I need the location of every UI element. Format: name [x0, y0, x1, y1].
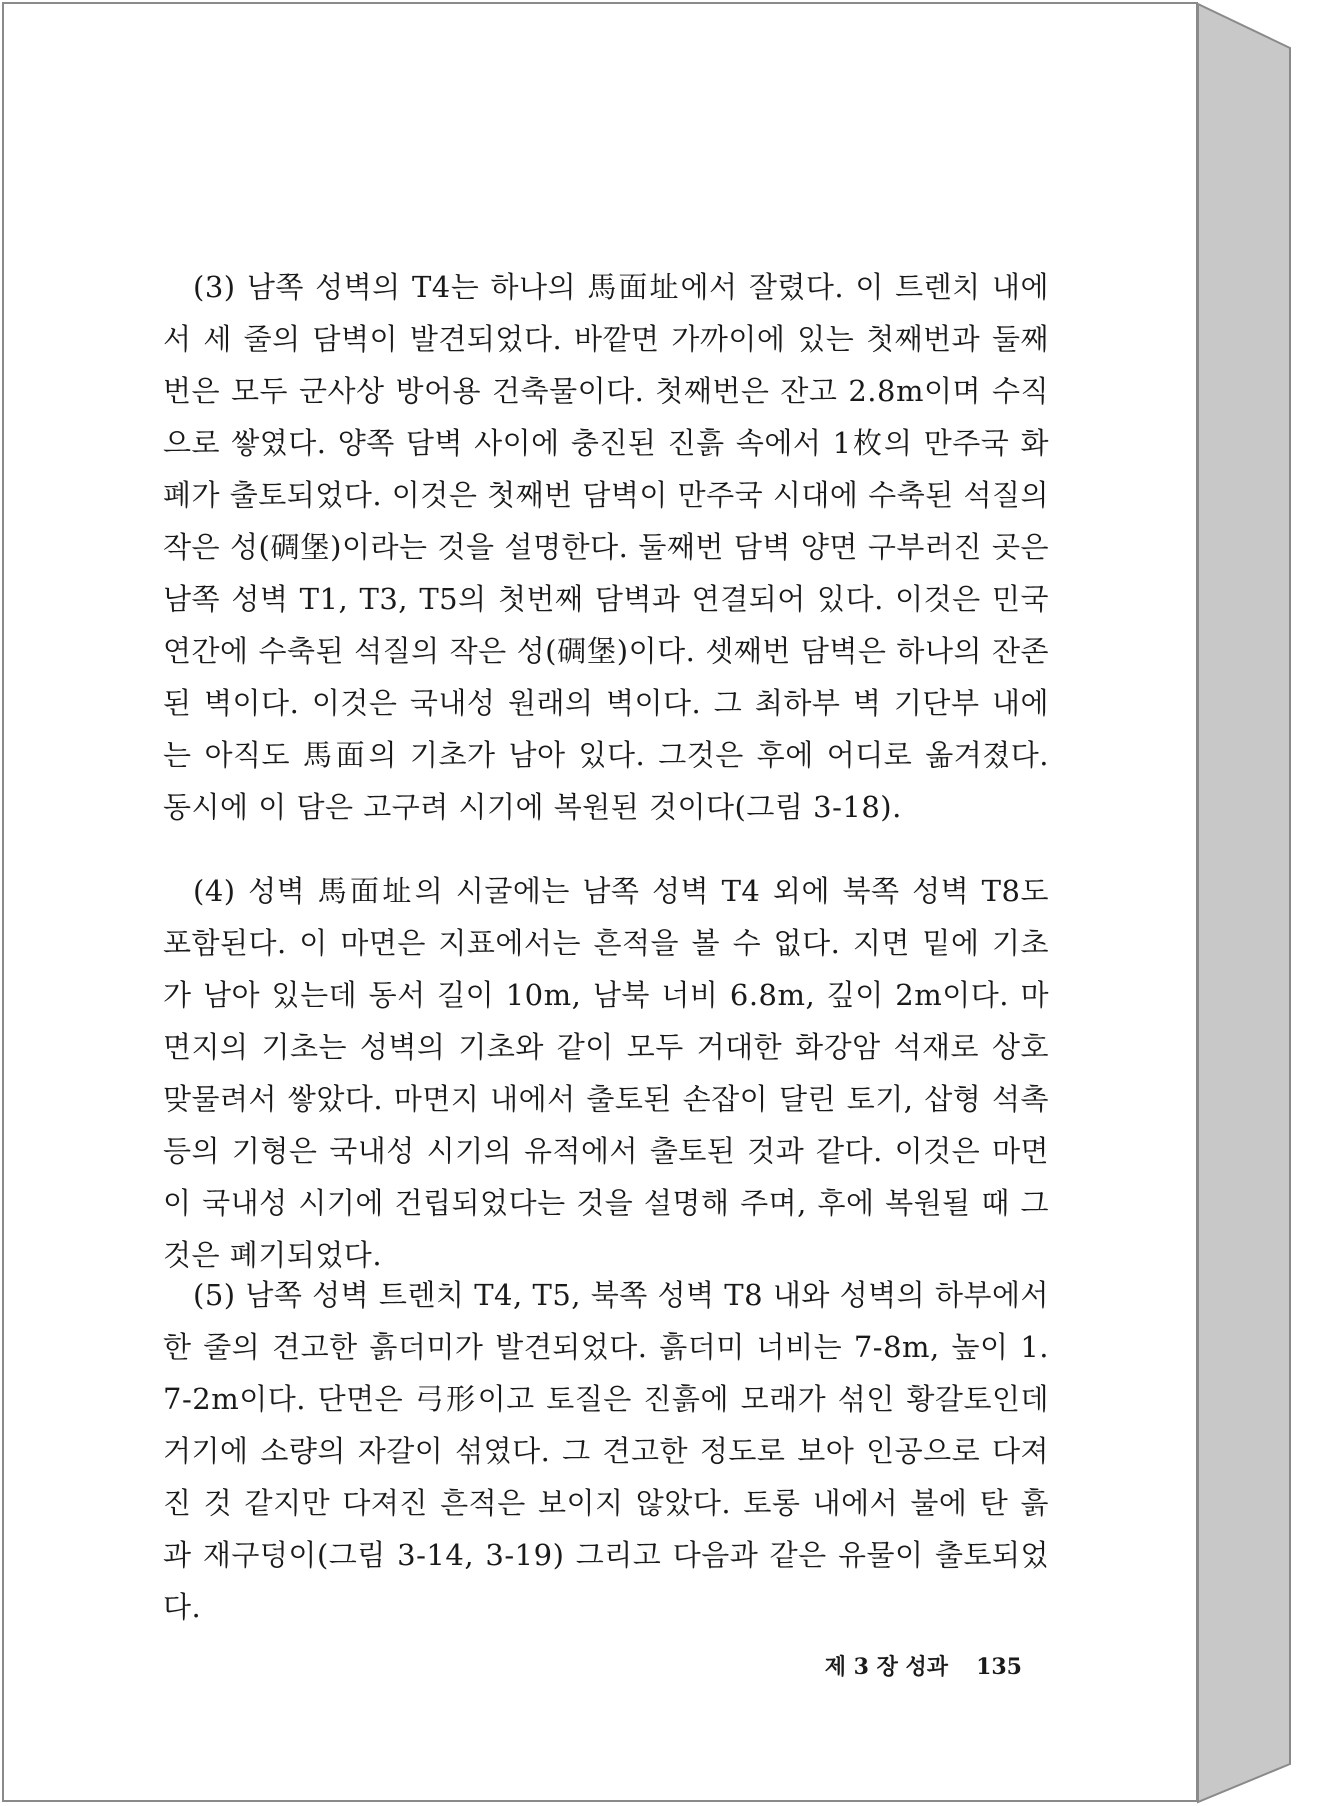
- page-number: 135: [976, 1654, 1022, 1680]
- paragraph-5-text: (5) 남쪽 성벽 트렌치 T4, T5, 북쪽 성벽 T8 내와 성벽의 하부에서 한 줄의 견고한 흙더미가 발견되었다. 흙더미 너비는 7-8m, 높이 1.7-2m이다. 단면은 弓形이고 토질은 진흙에 모래가 섞인 황갈토인데 거기에 소량의 자갈이 섞였다. 그 견고한 정도로 보아 인공으로 다져진 것 같지만 다져진 흔적은 보이지 않았다. 토롱 내에서 불에 탄 흙과 재구덩이(그림 3-14, 3-19) 그리고 다음과 같은 유물이 출토되었다.: [163, 1278, 1049, 1624]
- paragraph-4: [163, 865, 1049, 1281]
- paragraph-5: [163, 1269, 1049, 1633]
- page-footer: [825, 1650, 1022, 1681]
- chapter-title: 제 3 장 성과: [824, 1654, 949, 1680]
- paragraph-4-text: (4) 성벽 馬面址의 시굴에는 남쪽 성벽 T4 외에 북쪽 성벽 T8도 포함된다. 이 마면은 지표에서는 흔적을 볼 수 없다. 지면 밑에 기초가 남아 있는데 동서 길이 10m, 남북 너비 6.8m, 깊이 2m이다. 마면지의 기초는 성벽의 기초와 같이 모두 거대한 화강암 석재로 상호 맞물려서 쌓았다. 마면지 내에서 출토된 손잡이 달린 토기, 삽형 석촉 등의 기형은 국내성 시기의 유적에서 출토된 것과 같다. 이것은 마면이 국내성 시기에 건립되었다는 것을 설명해 주며, 후에 복원될 때 그것은 폐기되었다.: [163, 874, 1049, 1272]
- paragraph-3-text: (3) 남쪽 성벽의 T4는 하나의 馬面址에서 잘렸다. 이 트렌치 내에서 세 줄의 담벽이 발견되었다. 바깥면 가까이에 있는 첫째번과 둘째번은 모두 군사상 방어용 건축물이다. 첫째번은 잔고 2.8m이며 수직으로 쌓였다. 양쪽 담벽 사이에 충진된 진흙 속에서 1枚의 만주국 화폐가 출토되었다. 이것은 첫째번 담벽이 만주국 시대에 수축된 석질의 작은 성(碉堡)이라는 것을 설명한다. 둘째번 담벽 양면 구부러진 곳은 남쪽 성벽 T1, T3, T5의 첫번째 담벽과 연결되어 있다. 이것은 민국 연간에 수축된 석질의 작은 성(碉堡)이다. 셋째번 담벽은 하나의 잔존된 벽이다. 이것은 국내성 원래의 벽이다. 그 최하부 벽 기단부 내에는 아직도 馬面의 기초가 남아 있다. 그것은 후에 어디로 옮겨졌다. 동시에 이 담은 고구려 시기에 복원된 것이다(그림 3-18).: [163, 270, 1049, 824]
- paragraph-3: [163, 261, 1049, 833]
- book-edge-right: [1198, 4, 1290, 1802]
